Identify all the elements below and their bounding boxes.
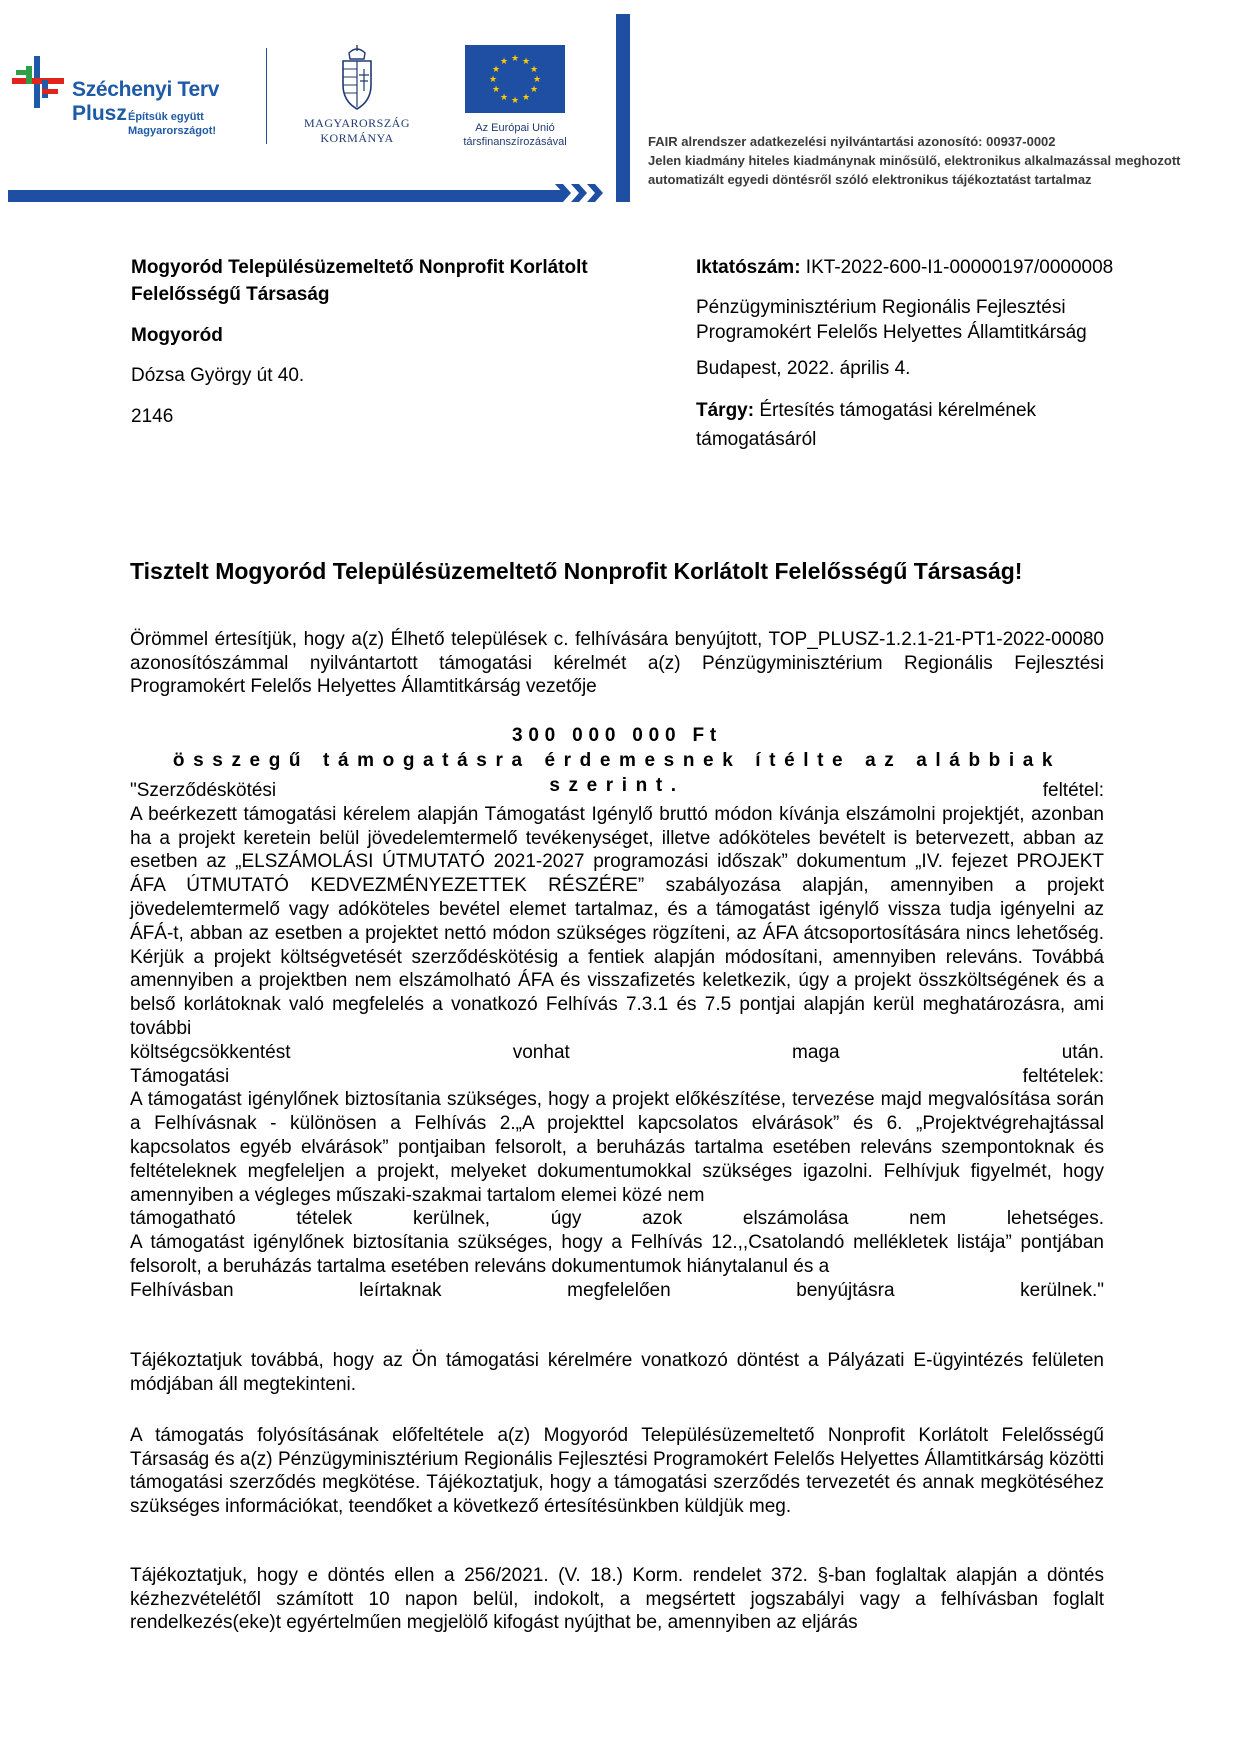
- chevrons-icon: [555, 184, 625, 202]
- objection-paragraph: Tájékoztatjuk, hogy e döntés ellen a 256/2021. (V. 18.) Korm. rendelet 372. §-ban foglaltak alapján a döntés kézhezvételétől számított 10 napon belül, indokolt, a megsértett jogszabályi vagy a felhívásban foglalt rendelkezés(eke)t egyértelműen megjelölő kifogást nyújthat be, amennyiben az eljárás: [130, 1565, 1104, 1634]
- eu-logo: [440, 45, 590, 155]
- document-date: Budapest, 2022. április 4.: [696, 358, 911, 379]
- eu-stars-icon: [465, 45, 565, 113]
- grant-amount-tail: összegű támogatásra érdemesnek ítélte az alábbiak szerint.: [172, 750, 1062, 796]
- recipient-block: [131, 254, 651, 430]
- condition-text-3-end: Felhívásban leírtaknak megfelelően benyújtásra kerülnek.": [130, 1279, 1104, 1301]
- subject-label: Tárgy:: [696, 400, 755, 421]
- szechenyi-cross-icon: [12, 56, 64, 108]
- government-line1: MAGYARORSZÁG: [303, 116, 410, 130]
- svg-text:★: ★: [499, 93, 509, 103]
- recipient-street: Dózsa György út 40.: [131, 365, 305, 386]
- condition-text-2: A támogatást igénylőnek biztosítania szükséges, hogy a projekt előkészítése, tervezése majd megvalósítása során a Felhívásnak - különösen a Felhívás 2.„A projekttel kapcsolatos elvárások” és 6. „Projektvégrehajtással kapcsolatos egyéb elvárások” pontjaiban felsorolt, a beruházás tartalma esetében releváns szempontoknak és feltételeknek megfeleljen a projekt, melyeket dokumentumokkal szükséges igazolni. Felhívjuk figyelmét, hogy amennyiben a végleges műszaki-szakmai tartalom elemei közé nem: [130, 1089, 1104, 1206]
- svg-text:★: ★: [510, 96, 520, 106]
- conditions-block: [130, 779, 1104, 1303]
- ministry-name: Pénzügyminisztérium Regionális Fejlesztési Programokért Felelős Helyettes Államtitkárság: [696, 297, 1087, 343]
- szechenyi-slogan: [128, 110, 216, 138]
- fair-line1: FAIR alrendszer adatkezelési nyilvántartási azonosító: 00937-0002: [648, 134, 1056, 149]
- condition-heading-1-right: feltétel:: [1042, 780, 1104, 801]
- salutation: Tisztelt Mogyoród Településüzemeltető Nonprofit Korlátolt Felelősségű Társaság!: [130, 558, 1023, 584]
- recipient-name: Mogyoród Településüzemeltető Nonprofit Korlátolt Felelősségű Társaság: [131, 257, 588, 305]
- iktatoszam-label: Iktatószám:: [696, 257, 801, 278]
- intro-paragraph: Örömmel értesítjük, hogy a(z) Élhető települések c. felhívására benyújtott, TOP_PLUSZ-1.2.1-21-PT1-2022-00080 azonosítószámmal nyilvántartott támogatási kérelmét a(z) Pénzügyminisztérium Regionális Fejlesztési Programokért Felelős Helyettes Államtitkárság vezetője: [130, 629, 1104, 698]
- svg-text:★: ★: [529, 65, 539, 75]
- eu-flag-icon: [465, 45, 565, 113]
- government-logo: [292, 45, 422, 155]
- condition-text-2-end: támogatható tételek kerülnek, úgy azok elszámolása nem lehetséges.: [130, 1208, 1104, 1230]
- eu-line1: Az Európai Unió: [475, 122, 555, 134]
- svg-text:★: ★: [529, 85, 539, 95]
- slogan-line2: Magyarországot!: [128, 125, 217, 137]
- iktatoszam-value: IKT-2022-600-I1-00000197/0000008: [800, 257, 1114, 278]
- condition-heading-2: [130, 1065, 1104, 1089]
- condition-text-1: A beérkezett támogatási kérelem alapján Támogatást Igénylő bruttó módon kívánja elszámolni projektjét, azonban ha a projekt keretein belül jövedelemtermelő tevékenységet, illetve adóköteles bevételt is betervezett, abban az esetben az „ELSZÁMOLÁSI ÚTMUTATÓ 2021-2027 programozási időszak” dokumentum „IV. fejezet PROJEKT ÁFA ÚTMUTATÓ KEDVEZMÉNYEZETTEK RÉSZÉRE” szabályozása alapján, amennyiben a projekt jövedelemtermelő vagy adóköteles bevétel elemet tartalmaz, és a támogatást igénylő vissza tudja igényelni az ÁFÁ-t, abban az esetben a projektet nettó módon szükséges rögzíteni, az ÁFA átcsoportosítására nincs lehetőség. Kérjük a projekt költségvetését szerződéskötésig a fentiek alapján módosítani, amennyiben releváns. Továbbá amennyiben a projektben nem elszámolható ÁFA és visszafizetés keletkezik, úgy a projekt összköltségének és a belső korlátoknak való megfelelés a vonatkozó Felhívás 7.3.1 és 7.5 pontjai alapján kerül meghatározásra, ami további: [130, 803, 1104, 1039]
- svg-text:★: ★: [510, 54, 520, 64]
- condition-heading-2-left: Támogatási: [130, 1065, 230, 1087]
- info-paragraph: Tájékoztatjuk továbbá, hogy az Ön támogatási kérelmére vonatkozó döntést a Pályázati E-ügyintézés felületen módjában áll megtekinteni.: [130, 1350, 1104, 1395]
- svg-text:★: ★: [499, 57, 509, 67]
- subject-value: Értesítés támogatási kérelmének támogatásáról: [696, 400, 1037, 450]
- iktatoszam: [696, 254, 1156, 281]
- document-meta: [696, 254, 1156, 454]
- recipient-zip: 2146: [131, 406, 174, 427]
- coat-of-arms-icon: [337, 45, 377, 111]
- condition-heading-1-left: "Szerződéskötési: [130, 780, 277, 801]
- svg-text:★: ★: [532, 75, 542, 85]
- fair-notice: [648, 132, 1180, 189]
- letterhead: [0, 0, 1241, 205]
- recipient-city: Mogyoród: [131, 325, 223, 346]
- header-horizontal-bar: [8, 190, 563, 202]
- fair-line3: automatizált egyedi döntésről szóló elektronikus tájékoztatást tartalmaz: [648, 172, 1092, 187]
- condition-text-3: A támogatást igénylőnek biztosítania szükséges, hogy a Felhívás 12.,,Csatolandó mellékletek listája” pontjában felsorolt, a beruházás tartalma esetében releváns dokumentumok hiánytalanul és a: [130, 1232, 1104, 1277]
- fair-line2: Jelen kiadmány hiteles kiadmánynak minősülő, elektronikus alkalmazással meghozott: [648, 153, 1181, 168]
- svg-text:★: ★: [521, 93, 531, 103]
- svg-text:★: ★: [488, 75, 498, 85]
- header-vertical-bar: [616, 14, 630, 202]
- condition-heading-2-right: feltételek:: [1022, 1065, 1104, 1087]
- government-text: [292, 116, 422, 146]
- szechenyi-terv-logo: [12, 52, 262, 152]
- svg-text:★: ★: [521, 57, 531, 67]
- grant-amount: 300 000 000 Ft: [511, 725, 723, 746]
- eu-text: [440, 121, 590, 149]
- svg-text:★: ★: [491, 65, 501, 75]
- eu-line2: társfinanszírozásával: [463, 136, 567, 148]
- contract-paragraph: A támogatás folyósításának előfeltétele a(z) Mogyoród Településüzemeltető Nonprofit Korlátolt Felelősségű Társaság és a(z) Pénzügyminisztérium Regionális Fejlesztési Programokért Felelős Helyettes Államtitkárság közötti támogatási szerződés megkötése. Tájékoztatjuk, hogy a támogatási szerződés tervezetét és annak megkötéséhez szükséges információkat, teendőket a következő értesítésünkben küldjük meg.: [130, 1425, 1104, 1517]
- condition-text-1-end: költségcsökkentést vonhat maga után.: [130, 1041, 1104, 1063]
- szechenyi-title: Széchenyi Terv: [72, 78, 220, 101]
- logo-separator: [266, 48, 267, 144]
- slogan-line1: Építsük együtt: [128, 111, 204, 123]
- szechenyi-plus: Plusz: [72, 102, 127, 125]
- svg-text:★: ★: [491, 85, 501, 95]
- subject: [696, 396, 1156, 454]
- condition-heading-1: [130, 779, 1104, 803]
- government-line2: KORMÁNYA: [320, 131, 394, 145]
